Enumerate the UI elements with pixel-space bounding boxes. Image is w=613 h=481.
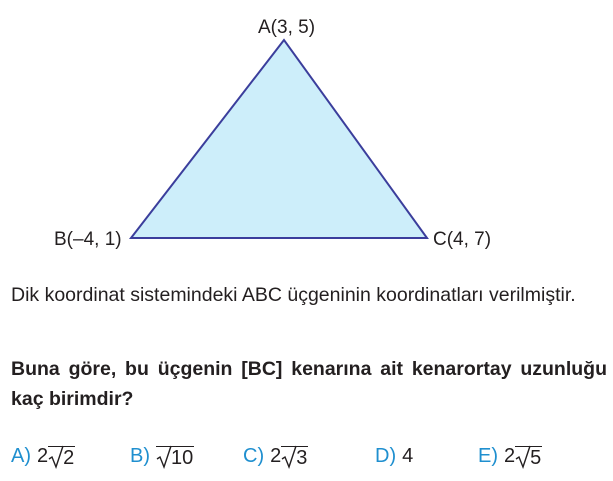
option-a-letter: A) [11,445,31,467]
option-b-sqrt [156,441,194,471]
option-b-radicand: 10 [156,446,194,471]
option-c-coefficient: 2 [270,445,282,467]
option-a-coefficient: 2 [37,445,49,467]
radical-sign-icon [48,445,64,469]
option-c-letter: C) [243,445,265,467]
option-a-sqrt [48,441,75,471]
option-a[interactable] [11,441,75,471]
option-d-value: 4 [402,445,414,467]
vertex-c-label: C(4, 7) [433,229,492,250]
option-e[interactable] [478,441,542,471]
vertex-a-label: A(3, 5) [258,17,316,38]
vertex-b-label: B(–4, 1) [54,229,122,250]
option-c[interactable] [243,441,308,471]
option-d[interactable] [375,441,413,471]
option-b[interactable] [130,441,194,471]
option-c-radicand: 3 [281,446,308,471]
radical-sign-icon [515,445,531,469]
option-b-letter: B) [130,445,150,467]
option-a-radicand: 2 [48,446,75,471]
radical-sign-icon [281,445,297,469]
radical-sign-icon [156,445,172,469]
option-e-coefficient: 2 [504,445,516,467]
option-e-letter: E) [478,445,498,467]
option-e-radicand: 5 [515,446,542,471]
option-d-letter: D) [375,445,397,467]
problem-statement: Dik koordinat sistemindeki ABC üçgeninin koordinatları verilmiştir. [11,284,576,306]
option-e-sqrt [515,441,542,471]
triangle-abc [131,40,427,238]
problem-question: Buna göre, bu üçgenin [BC] kenarına ait kenarortay uzunluğu kaç birimdir? [11,358,607,410]
option-c-sqrt [281,441,308,471]
